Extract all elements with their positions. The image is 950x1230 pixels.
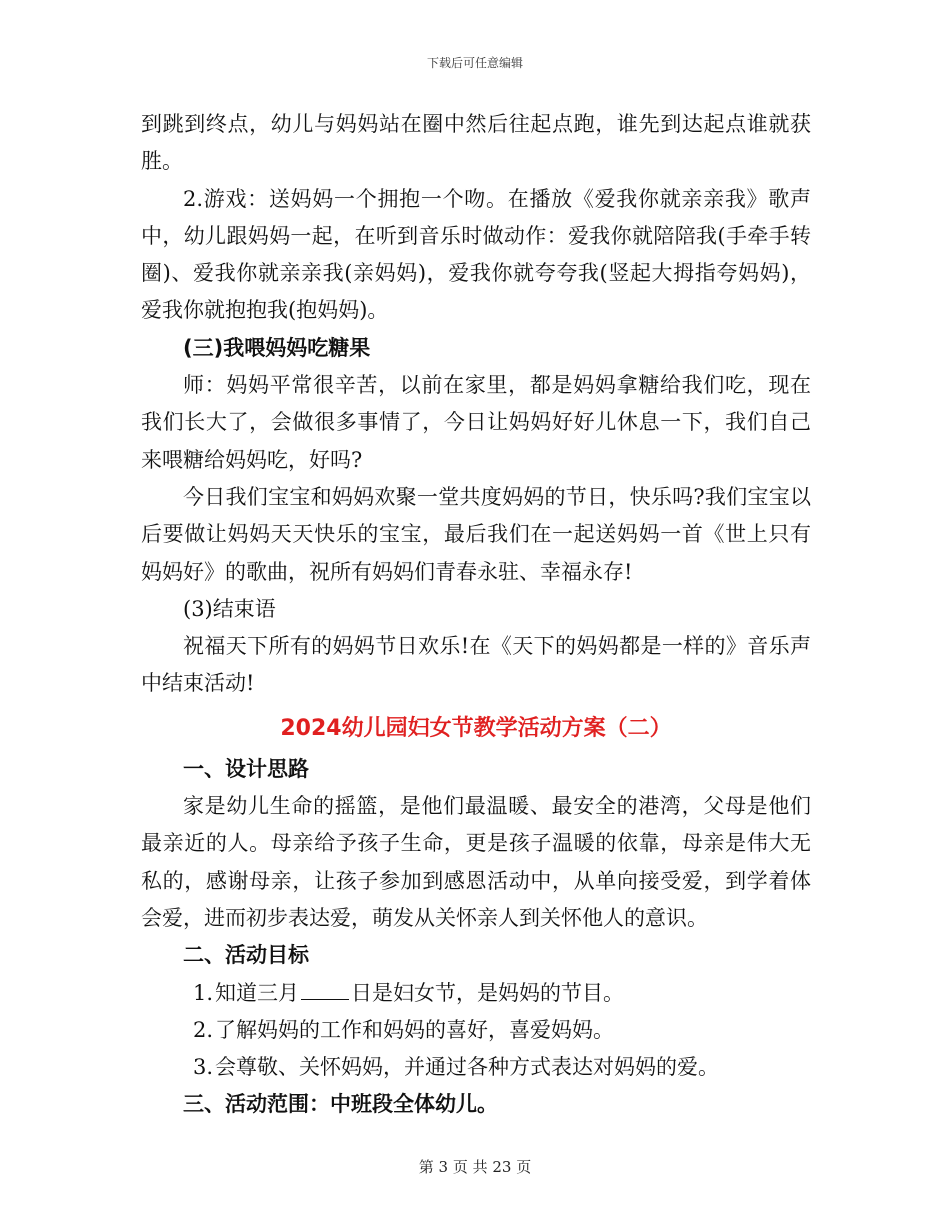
page-header: 下载后可任意编辑: [426, 56, 523, 70]
heading-activity-scope: 三、活动范围：中班段全体幼儿。: [183, 1092, 498, 1117]
heading-closing: (3)结束语: [183, 596, 276, 621]
paragraph-continuation: 到跳到终点，幼儿与妈妈站在圈中然后往起点跑，谁先到达起点谁就获胜。: [141, 112, 811, 174]
section-title: 2024幼儿园妇女节教学活动方案（二）: [280, 715, 672, 741]
page-footer: 第 3 页 共 23 页: [418, 1158, 532, 1176]
goal-number: 3.: [193, 1055, 214, 1080]
document-body: [141, 106, 811, 1124]
paragraph-game: 2.游戏：送妈妈一个拥抱一个吻。在播放《爱我你就亲亲我》歌声中，幼儿跟妈妈一起，在听到音乐时做动作：爱我你就陪陪我(手牵手转圈)、爱我你就亲亲我(亲妈妈)，爱我你就夸夸我(竖起大拇指夸妈妈)，爱我你就抱抱我(抱妈妈)。: [141, 186, 811, 323]
paragraph-design-idea: 家是幼儿生命的摇篮，是他们最温暖、最安全的港湾，父母是他们最亲近的人。母亲给予孩子生命，更是孩子温暖的依靠，母亲是伟大无私的，感谢母亲，让孩子参加到感恩活动中，从单向接受爱，到学着体会爱，进而初步表达爱，萌发从关怀亲人到关怀他人的意识。: [141, 794, 811, 930]
goal-number: 1.: [193, 980, 214, 1005]
goal-item-1: [141, 975, 811, 1012]
heading-activity-goals: 二、活动目标: [183, 943, 309, 968]
paragraph-closing: 祝福天下所有的妈妈节日欢乐!在《天下的妈妈都是一样的》音乐声中结束活动!: [141, 634, 811, 696]
heading-feed-candy: (三)我喂妈妈吃糖果: [183, 335, 371, 360]
goal-item-3: [141, 1049, 811, 1086]
paragraph-teacher-speech: 师：妈妈平常很辛苦，以前在家里，都是妈妈拿糖给我们吃，现在我们长大了，会做很多事情了，今日让妈妈好好儿休息一下，我们自己来喂糖给妈妈吃，好吗?: [141, 373, 811, 472]
goal-text-before-blank: 知道三月: [215, 980, 300, 1005]
goal-text: 会尊敬、关怀妈妈，并通过各种方式表达对妈妈的爱。: [215, 1055, 720, 1080]
goal-text: 了解妈妈的工作和妈妈的喜好，喜爱妈妈。: [215, 1017, 615, 1042]
goal-item-2: [141, 1012, 811, 1049]
goal-number: 2.: [193, 1017, 214, 1042]
paragraph-festival: 今日我们宝宝和妈妈欢聚一堂共度妈妈的节日，快乐吗?我们宝宝以后要做让妈妈天天快乐的宝宝，最后我们在一起送妈妈一首《世上只有妈妈好》的歌曲，祝所有妈妈们青春永驻、幸福永存!: [141, 484, 811, 584]
heading-design-idea: 一、设计思路: [183, 756, 309, 781]
fill-in-blank: [301, 981, 349, 1000]
goal-text-after-blank: 日是妇女节，是妈妈的节目。: [351, 980, 625, 1005]
